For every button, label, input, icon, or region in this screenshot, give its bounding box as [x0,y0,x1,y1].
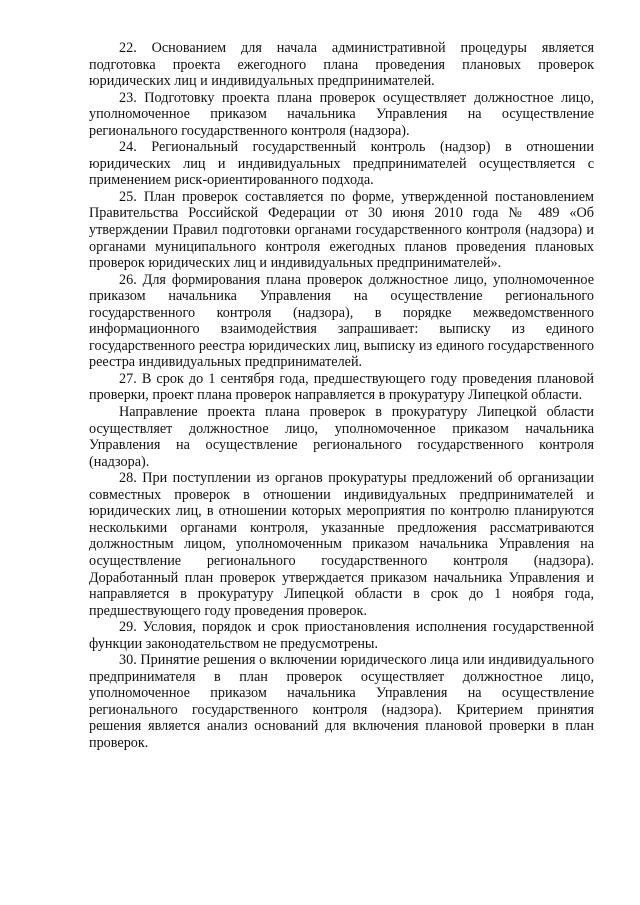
paragraph-28: 28. При поступлении из органов прокуратуры предложений об организации совместных проверок в отношении индивидуальных предпринимателей и юридических лиц, в отношении которых мероприятия по контролю планируются несколькими органами контроля, указанные предложения рассматриваются должностным лицом, уполномоченным приказом начальника Управления на осуществление регионального государственного контроля (надзора). Доработанный план проверок утверждается приказом начальника Управления и направляется в прокуратуру Липецкой области в срок до 1 ноября года, предшествующего году проведения проверок. [89,470,594,619]
paragraph-27: 27. В срок до 1 сентября года, предшествующего году проведения плановой проверки, проект плана проверок направляется в прокуратуру Липецкой области. [89,370,594,404]
paragraph-30: 30. Принятие решения о включении юридического лица или индивидуального предпринимателя в план проверок осуществляет должностное лицо, уполномоченное приказом начальника Управления на осуществление регионального государственного контроля (надзора). Критерием принятия решения является анализ оснований для включения плановой проверки в план проверок. [89,652,594,751]
paragraph-27-continuation: Направление проекта плана проверок в прокуратуру Липецкой области осуществляет должностное лицо, уполномоченное приказом начальника Управления на осуществление регионального государственного контроля (надзора). [89,404,594,470]
document-page [89,40,594,752]
paragraph-23: 23. Подготовку проекта плана проверок осуществляет должностное лицо, уполномоченное приказом начальника Управления на осуществление регионального государственного контроля (надзора). [89,89,594,139]
paragraph-24: 24. Региональный государственный контроль (надзор) в отношении юридических лиц и индивидуальных предпринимателей осуществляется с применением риск-ориентированного подхода. [89,139,594,189]
paragraph-22: 22. Основанием для начала административной процедуры является подготовка проекта ежегодного плана проведения плановых проверок юридических лиц и индивидуальных предпринимателей. [89,40,594,90]
paragraph-29: 29. Условия, порядок и срок приостановления исполнения государственной функции законодательством не предусмотрены. [89,619,594,652]
paragraph-26: 26. Для формирования плана проверок должностное лицо, уполномоченное приказом начальника Управления на осуществление регионального государственного контроля (надзора), в порядке межведомственного информационного взаимодействия запрашивает: выписку из единого государственного реестра юридических лиц, выписку из единого государственного реестра индивидуальных предпринимателей. [89,271,594,371]
paragraph-25: 25. План проверок составляется по форме, утвержденной постановлением Правительства Российской Федерации от 30 июня 2010 года № 489 «Об утверждении Правил подготовки органами государственного контроля (надзора) и органами муниципального контроля ежегодных планов проведения плановых проверок юридических лиц и индивидуальных предпринимателей». [89,188,594,272]
